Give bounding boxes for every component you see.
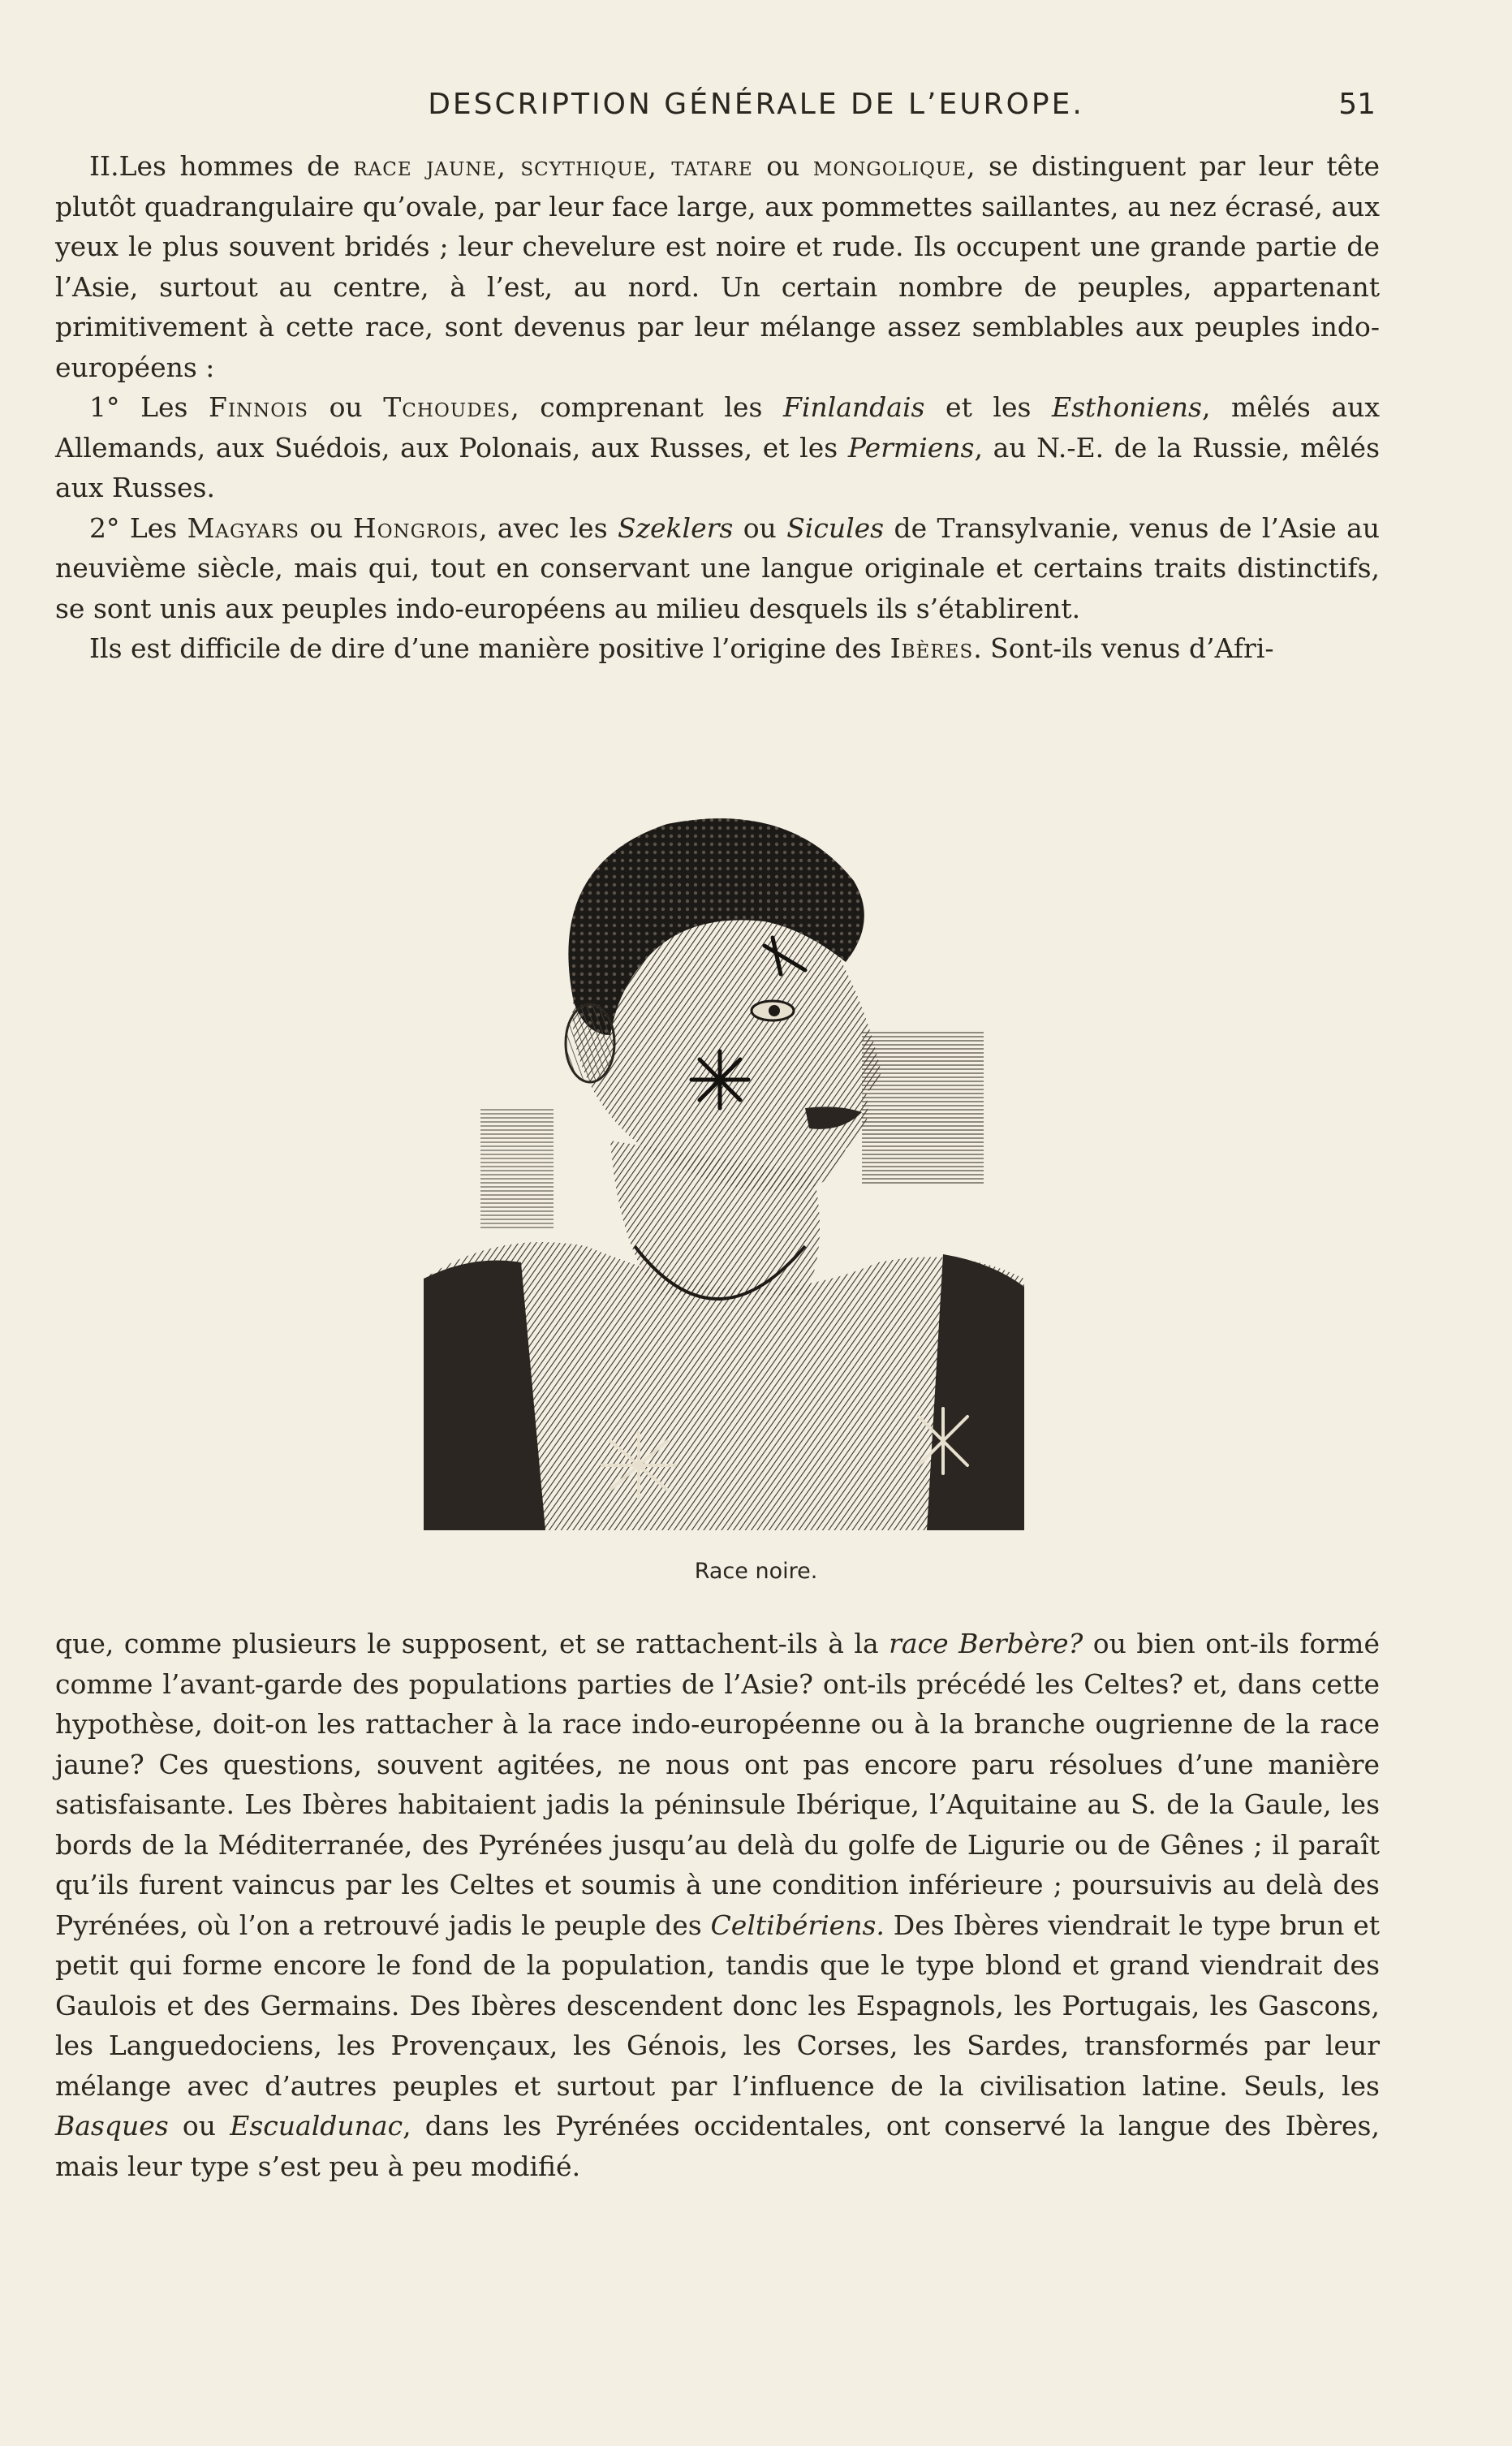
ear xyxy=(566,1004,614,1082)
running-title: DESCRIPTION GÉNÉRALE DE L’EUROPE. xyxy=(428,88,1084,121)
paragraph-iberes-intro: Ils est difficile de dire d’une manière positive l’origine des Ibères. Sont-ils venus d’Afri- xyxy=(89,632,1274,664)
background-lines xyxy=(862,1031,984,1185)
figure-caption: Race noire. xyxy=(694,1559,818,1584)
paragraph-magyars: 2° Les Magyars ou Hongrois, avec les Szeklers ou Sicules de Transylvanie, venus de l’Asie au neuvième siècle, mais qui, tout en conservant une langue originale et certains traits distinctifs, se sont unis aux peuples indo-européens au milieu desquels ils s’établirent. xyxy=(55,511,1381,624)
paragraph-finnois: 1° Les Finnois ou Tchoudes, comprenant les Finlandais et les Esthoniens, mêlés aux Allemands, aux Suédois, aux Polonais, aux Russes, et les Permiens, au N.-E. de la Russie, mêlés aux Russes. xyxy=(55,391,1381,503)
page-header xyxy=(0,88,1512,133)
pupil xyxy=(769,1005,780,1016)
paragraph-iberes-continuation: que, comme plusieurs le supposent, et se rattachent-ils à la race Berbère? ou bien ont-ils formé comme l’avant-garde des populations parties de l’Asie? ont-ils précédé les Celtes? et, dans cette hypothèse, doit-on les rattacher à la race indo-européenne ou à la branche ougrienne de la race jaune? Ces questions, souvent agitées, ne nous ont pas encore paru résolues d’une manière satisfaisante. Les Ibères habitaient jadis la péninsule Ibérique, l’Aquitaine au S. de la Gaule, les bords de la Méditerranée, des Pyrénées jusqu’au delà du golfe de Ligurie ou de Gênes ; il paraît qu’ils furent vaincus par les Celtes et soumis à une condition inférieure ; poursuivis au delà des Pyrénées, où l’on a retrouvé jadis le peuple des Celtibériens. Des Ibères viendrait le type brun et petit qui forme encore le fond de la population, tandis que le type blond et grand viendrait des Gaulois et des Germains. Des Ibères descendent donc les Espagnols, les Portugais, les Gascons, les Languedociens, les Provençaux, les Génois, les Corses, les Sardes, transformés par leur mélange avec d’autres peuples et surtout par l’influence de la civilisation latine. Seuls, les Basques ou Escualdunac, dans les Pyrénées occidentales, ont conservé la langue des Ibères, mais leur type s’est peu à peu modifié. xyxy=(55,1628,1381,2182)
engraving-portrait xyxy=(424,792,1024,1530)
top-text-block xyxy=(55,146,1380,669)
portrait-illustration xyxy=(424,792,1024,1530)
page-number: 51 xyxy=(1338,88,1376,121)
bottom-text-block xyxy=(55,1624,1380,2186)
paragraph-race-jaune: II.Les hommes de race jaune, scythique, tatare ou mongolique, se distinguent par leur tête plutôt quadrangulaire qu’ovale, par leur face large, aux pommettes saillantes, au nez écrasé, aux yeux le plus souvent bridés ; leur chevelure est noire et rude. Ils occupent une grande partie de l’Asie, surtout au centre, à l’est, au nord. Un certain nombre de peuples, appartenant primitivement à cette race, sont devenus par leur mélange assez semblables aux peuples indo-européens : xyxy=(55,150,1380,383)
cloak-right xyxy=(927,1254,1024,1530)
background-lines-left xyxy=(480,1108,554,1230)
